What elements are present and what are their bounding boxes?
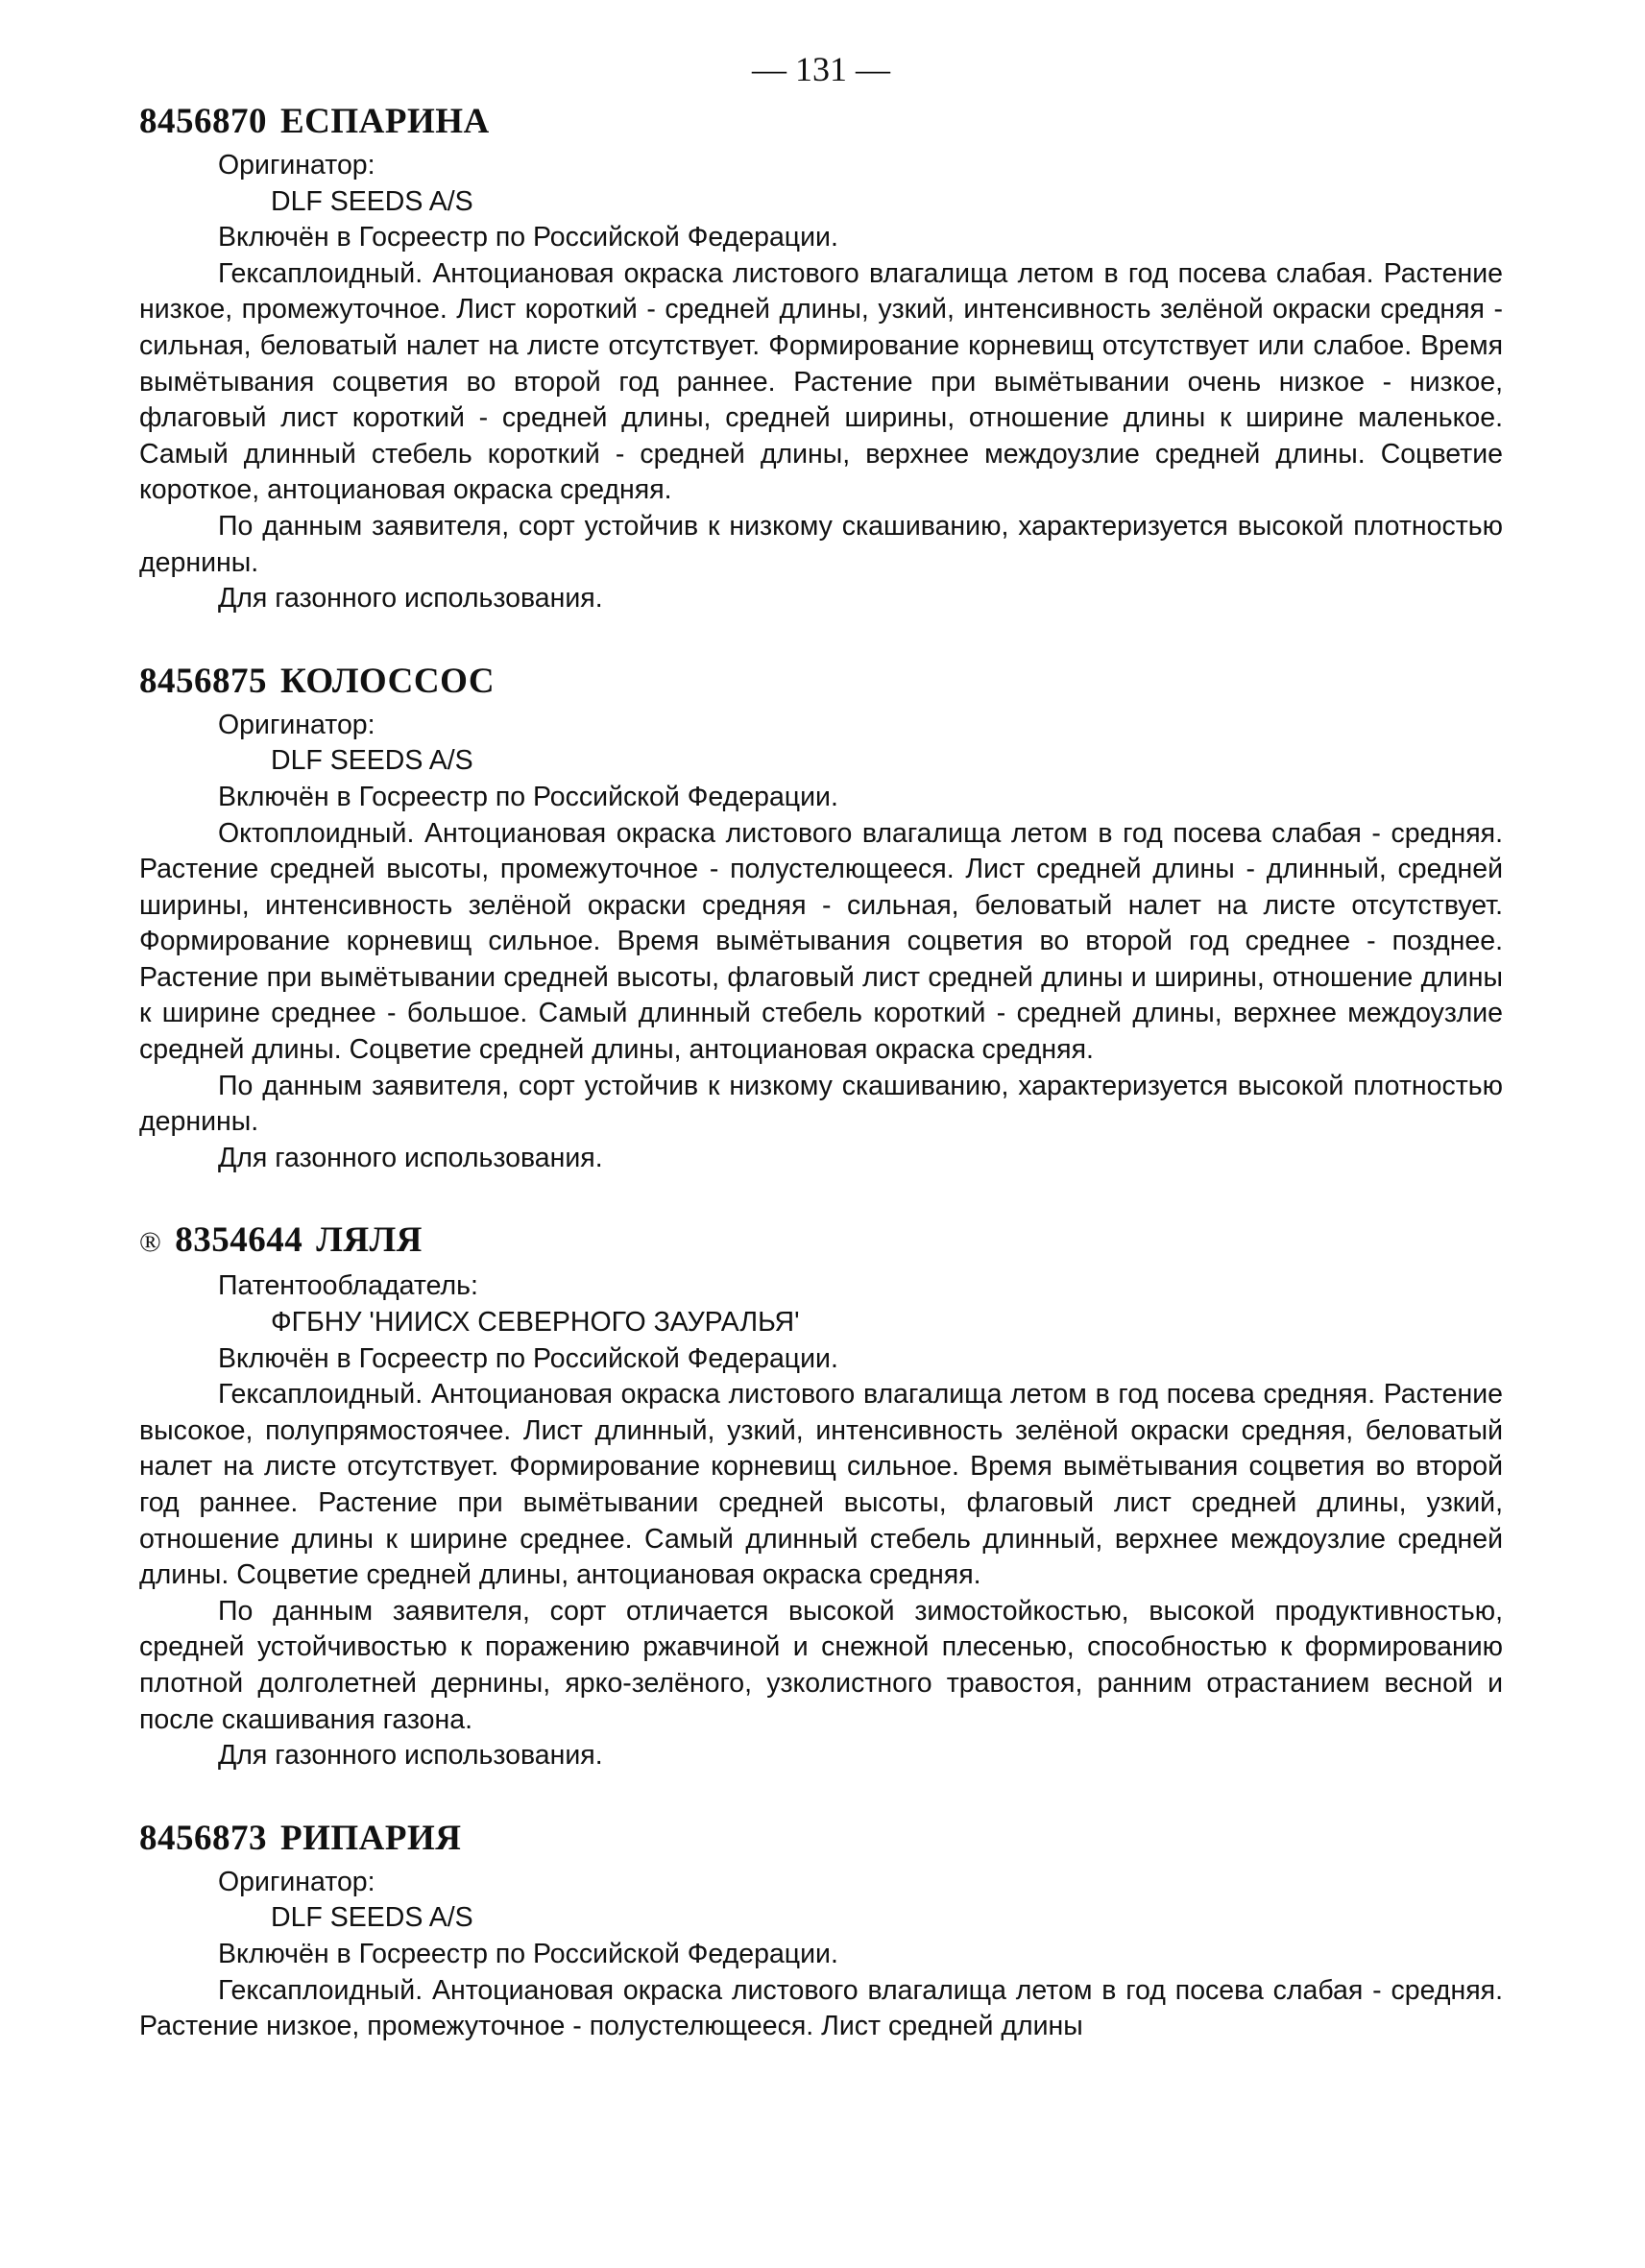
entry-title bbox=[139, 98, 1503, 146]
variety-name: КОЛОССОС bbox=[280, 661, 496, 701]
applicant-note: По данным заявителя, сорт устойчив к низкому скашиванию, характеризуется высокой плотностью дернины. bbox=[139, 1070, 1503, 1138]
role-label: Патентообладатель: bbox=[218, 1270, 478, 1302]
role-label: Оригинатор: bbox=[218, 709, 375, 740]
document-page bbox=[139, 46, 1503, 2086]
usage-note: Для газонного использования. bbox=[218, 1740, 603, 1772]
description-paragraph: Гексаплоидный. Антоциановая окраска листового влагалища летом в год посева слабая. Растение низкое, промежуточное. Лист короткий - средней длины, узкий, интенсивность зелёной окраски средняя - сильная, беловатый налет на листе отсутствует. Формирование корневищ отсутствует или слабое. Время вымётывания соцветия во второй год раннее. Растение при вымётывании очень низкое - низкое, флаговый лист короткий - средней длины, средней ширины, отношение длины к ширине маленькое. Самый длинный стебель короткий - средней длины, верхнее междоузлие средней длины. Соцветие короткое, антоциановая окраска средняя. bbox=[139, 257, 1503, 506]
variety-name: ЛЯЛЯ bbox=[316, 1220, 423, 1261]
applicant-note: По данным заявителя, сорт устойчив к низкому скашиванию, характеризуется высокой плотностью дернины. bbox=[139, 510, 1503, 578]
description-paragraph: Гексаплоидный. Антоциановая окраска листового влагалища летом в год посева слабая - средняя. Растение низкое, промежуточное - полустелющееся. Лист средней длины bbox=[139, 1974, 1503, 2042]
entry-title bbox=[139, 658, 1503, 706]
usage-note: Для газонного использования. bbox=[218, 583, 603, 615]
variety-code: 8456875 bbox=[139, 661, 267, 701]
variety-name: ЕСПАРИНА bbox=[280, 102, 490, 141]
owner-name: DLF SEEDS A/S bbox=[271, 745, 473, 777]
entry-title bbox=[139, 1217, 1503, 1267]
variety-name: РИПАРИЯ bbox=[280, 1818, 462, 1858]
entry-title bbox=[139, 1815, 1503, 1863]
registry-status: Включён в Госреестр по Российской Федерации. bbox=[218, 1938, 838, 1969]
registry-status: Включён в Госреестр по Российской Федерации. bbox=[218, 1342, 838, 1374]
registry-status: Включён в Госреестр по Российской Федерации. bbox=[218, 222, 838, 253]
role-label: Оригинатор: bbox=[218, 150, 375, 181]
variety-code: 8456873 bbox=[139, 1818, 267, 1858]
owner-name: ФГБНУ 'НИИСХ СЕВЕРНОГО ЗАУРАЛЬЯ' bbox=[271, 1307, 800, 1339]
page-number: — 131 — bbox=[752, 50, 890, 88]
owner-name: DLF SEEDS A/S bbox=[271, 185, 473, 217]
role-label: Оригинатор: bbox=[218, 1866, 375, 1897]
variety-entry bbox=[139, 98, 1503, 617]
description-paragraph: Октоплоидный. Антоциановая окраска листового влагалища летом в год посева слабая - средняя. Растение средней высоты, промежуточное - полустелющееся. Лист средней длины - длинный, средней ширины, интенсивность зелёной окраски средняя - сильная, беловатый налет на листе отсутствует. Формирование корневищ сильное. Время вымётывания соцветия во второй год среднее - позднее. Растение при вымётывании средней высоты, флаговый лист средней длины и ширины, отношение длины к ширине среднее - большое. Самый длинный стебель короткий - средней длины, верхнее междоузлие средней длины. Соцветие средней длины, антоциановая окраска средняя. bbox=[139, 817, 1503, 1066]
variety-code: 8354644 bbox=[175, 1220, 303, 1261]
owner-name: DLF SEEDS A/S bbox=[271, 1902, 473, 1934]
variety-entry bbox=[139, 1217, 1503, 1773]
variety-entry bbox=[139, 1815, 1503, 2045]
variety-code: 8456870 bbox=[139, 102, 267, 141]
description-paragraph: Гексаплоидный. Антоциановая окраска листового влагалища летом в год посева средняя. Растение высокое, полупрямостоячее. Лист длинный, узкий, интенсивность зелёной окраски средняя, беловатый налет на листе отсутствует. Формирование корневищ сильное. Время вымётывания соцветия во второй год раннее. Растение при вымётывании средней высоты, флаговый лист средней длины, узкий, отношение длины к ширине среднее. Самый длинный стебель длинный, верхнее междоузлие средней длины. Соцветие средней длины, антоциановая окраска средняя. bbox=[139, 1379, 1503, 1591]
applicant-note: По данным заявителя, сорт отличается высокой зимостойкостью, высокой продуктивностью, средней устойчивостью к поражению ржавчиной и снежной плесенью, способностью к формированию плотной долголетней дернины, ярко-зелёного, узколистного травостоя, ранним отрастанием весной и после скашивания газона. bbox=[139, 1595, 1503, 1735]
registered-mark: ® bbox=[139, 1226, 162, 1259]
variety-entry bbox=[139, 658, 1503, 1177]
registry-status: Включён в Госреестр по Российской Федерации. bbox=[218, 781, 838, 812]
usage-note: Для газонного использования. bbox=[218, 1142, 603, 1173]
